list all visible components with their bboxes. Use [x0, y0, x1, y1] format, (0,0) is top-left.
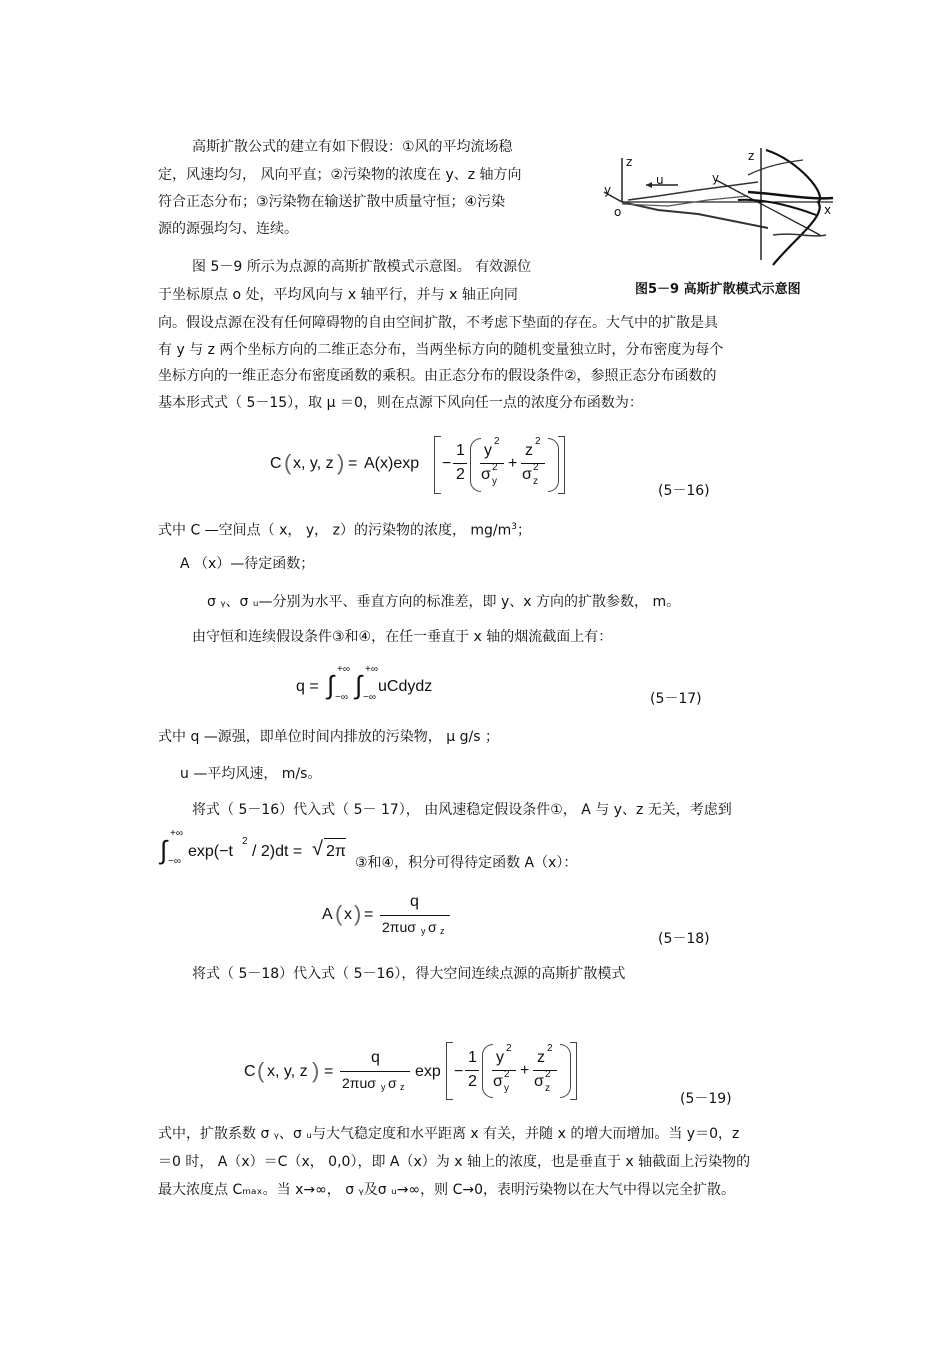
para2-line3: 向。假设点源在没有任何障碍物的自由空间扩散，不考虑下垫面的存在。大气中的扩散是具 — [158, 315, 718, 331]
eq-5-19-label: (5－19) — [680, 1091, 732, 1107]
para1-line2: 定，风速均匀， 风向平直；②污染物的浓度在 y、z 轴方向 — [158, 167, 522, 183]
para2-line5: 坐标方向的一维正态分布密度函数的乘积。由正态分布的假设条件②，参照正态分布函数的 — [158, 368, 717, 384]
where-A: A （x）—待定函数； — [180, 556, 315, 572]
para1-line4: 源的源强均匀、连续。 — [158, 221, 298, 237]
eq-5-18-label: (5－18) — [658, 931, 710, 947]
fig-label-o: o — [614, 205, 622, 219]
para4: 将式（ 5－16）代入式（ 5－ 17）， 由风速稳定假设条件①， A 与 y、z 无关，考虑到 — [192, 802, 732, 818]
para2-line1: 图 5－9 所示为点源的高斯扩散模式示意图。 有效源位 — [192, 259, 532, 275]
fig-label-u: u — [656, 173, 664, 187]
where-C: 式中 C —空间点（ x， y， z）的污染物的浓度， $mg/m^3$； — [158, 522, 532, 539]
figure-caption: 图5－9 高斯扩散模式示意图 — [635, 282, 801, 297]
para2-line2: 于坐标原点 o 处，平均风向与 x 轴平行，并与 x 轴正向同 — [158, 287, 518, 303]
para3: 由守恒和连续假设条件③和④，在任一垂直于 x 轴的烟流截面上有： — [192, 629, 613, 645]
final-line2: ＝0 时， A（x）＝C（x， 0,0），即 A（x）为 x 轴上的浓度，也是垂直于 x 轴截面上污染物的 — [158, 1154, 751, 1170]
para2-line6: 基本形式式（ 5－15），取 μ ＝0，则在点源下风向任一点的浓度分布函数为： — [158, 395, 643, 411]
final-line1: 式中，扩散系数 σ ᵧ、σ ᵤ与大气稳定度和水平距离 x 有关，并随 x 的增大而增加。当 y＝0，z — [158, 1126, 740, 1142]
where-sigma: σ ᵧ、σ ᵤ—分别为水平、垂直方向的标准差，即 y、x 方向的扩散参数， m。 — [207, 594, 681, 610]
para4b: ③和④，积分可得待定函数 A（x）： — [355, 855, 578, 871]
eq-5-16-label: (5－16) — [658, 483, 710, 499]
fig-label-y-left: y — [604, 183, 612, 197]
where-q: 式中 q —源强，即单位时间内排放的污染物， μ g/s ； — [158, 729, 499, 745]
para2-line4: 有 y 与 z 两个坐标方向的二维正态分布，当两坐标方向的随机变量独立时，分布密度为每个 — [158, 342, 724, 358]
para5: 将式（ 5－18）代入式（ 5－16），得大空间连续点源的高斯扩散模式 — [192, 966, 626, 982]
gaussian-diffusion-figure — [598, 140, 843, 280]
where-u: u —平均风速， m/s。 — [180, 766, 322, 782]
final-line3: 最大浓度点 Cₘₐₓ。当 x→∞， σ ᵧ及σ ᵤ→∞，则 C→0，表明污染物以在大气中得以完全扩散。 — [158, 1182, 736, 1198]
fig-label-y-right: y — [712, 171, 720, 185]
eq-5-17-label: (5－17) — [650, 691, 702, 707]
figure-graphic — [598, 140, 843, 280]
fig-label-z-left: z — [626, 155, 633, 169]
para1-line1: 高斯扩散公式的建立有如下假设：①风的平均流场稳 — [192, 139, 513, 155]
para1-line3: 符合正态分布；③污染物在输送扩散中质量守恒；④污染 — [158, 194, 506, 210]
fig-label-x: x — [824, 203, 832, 217]
fig-label-z-right: z — [748, 149, 755, 163]
